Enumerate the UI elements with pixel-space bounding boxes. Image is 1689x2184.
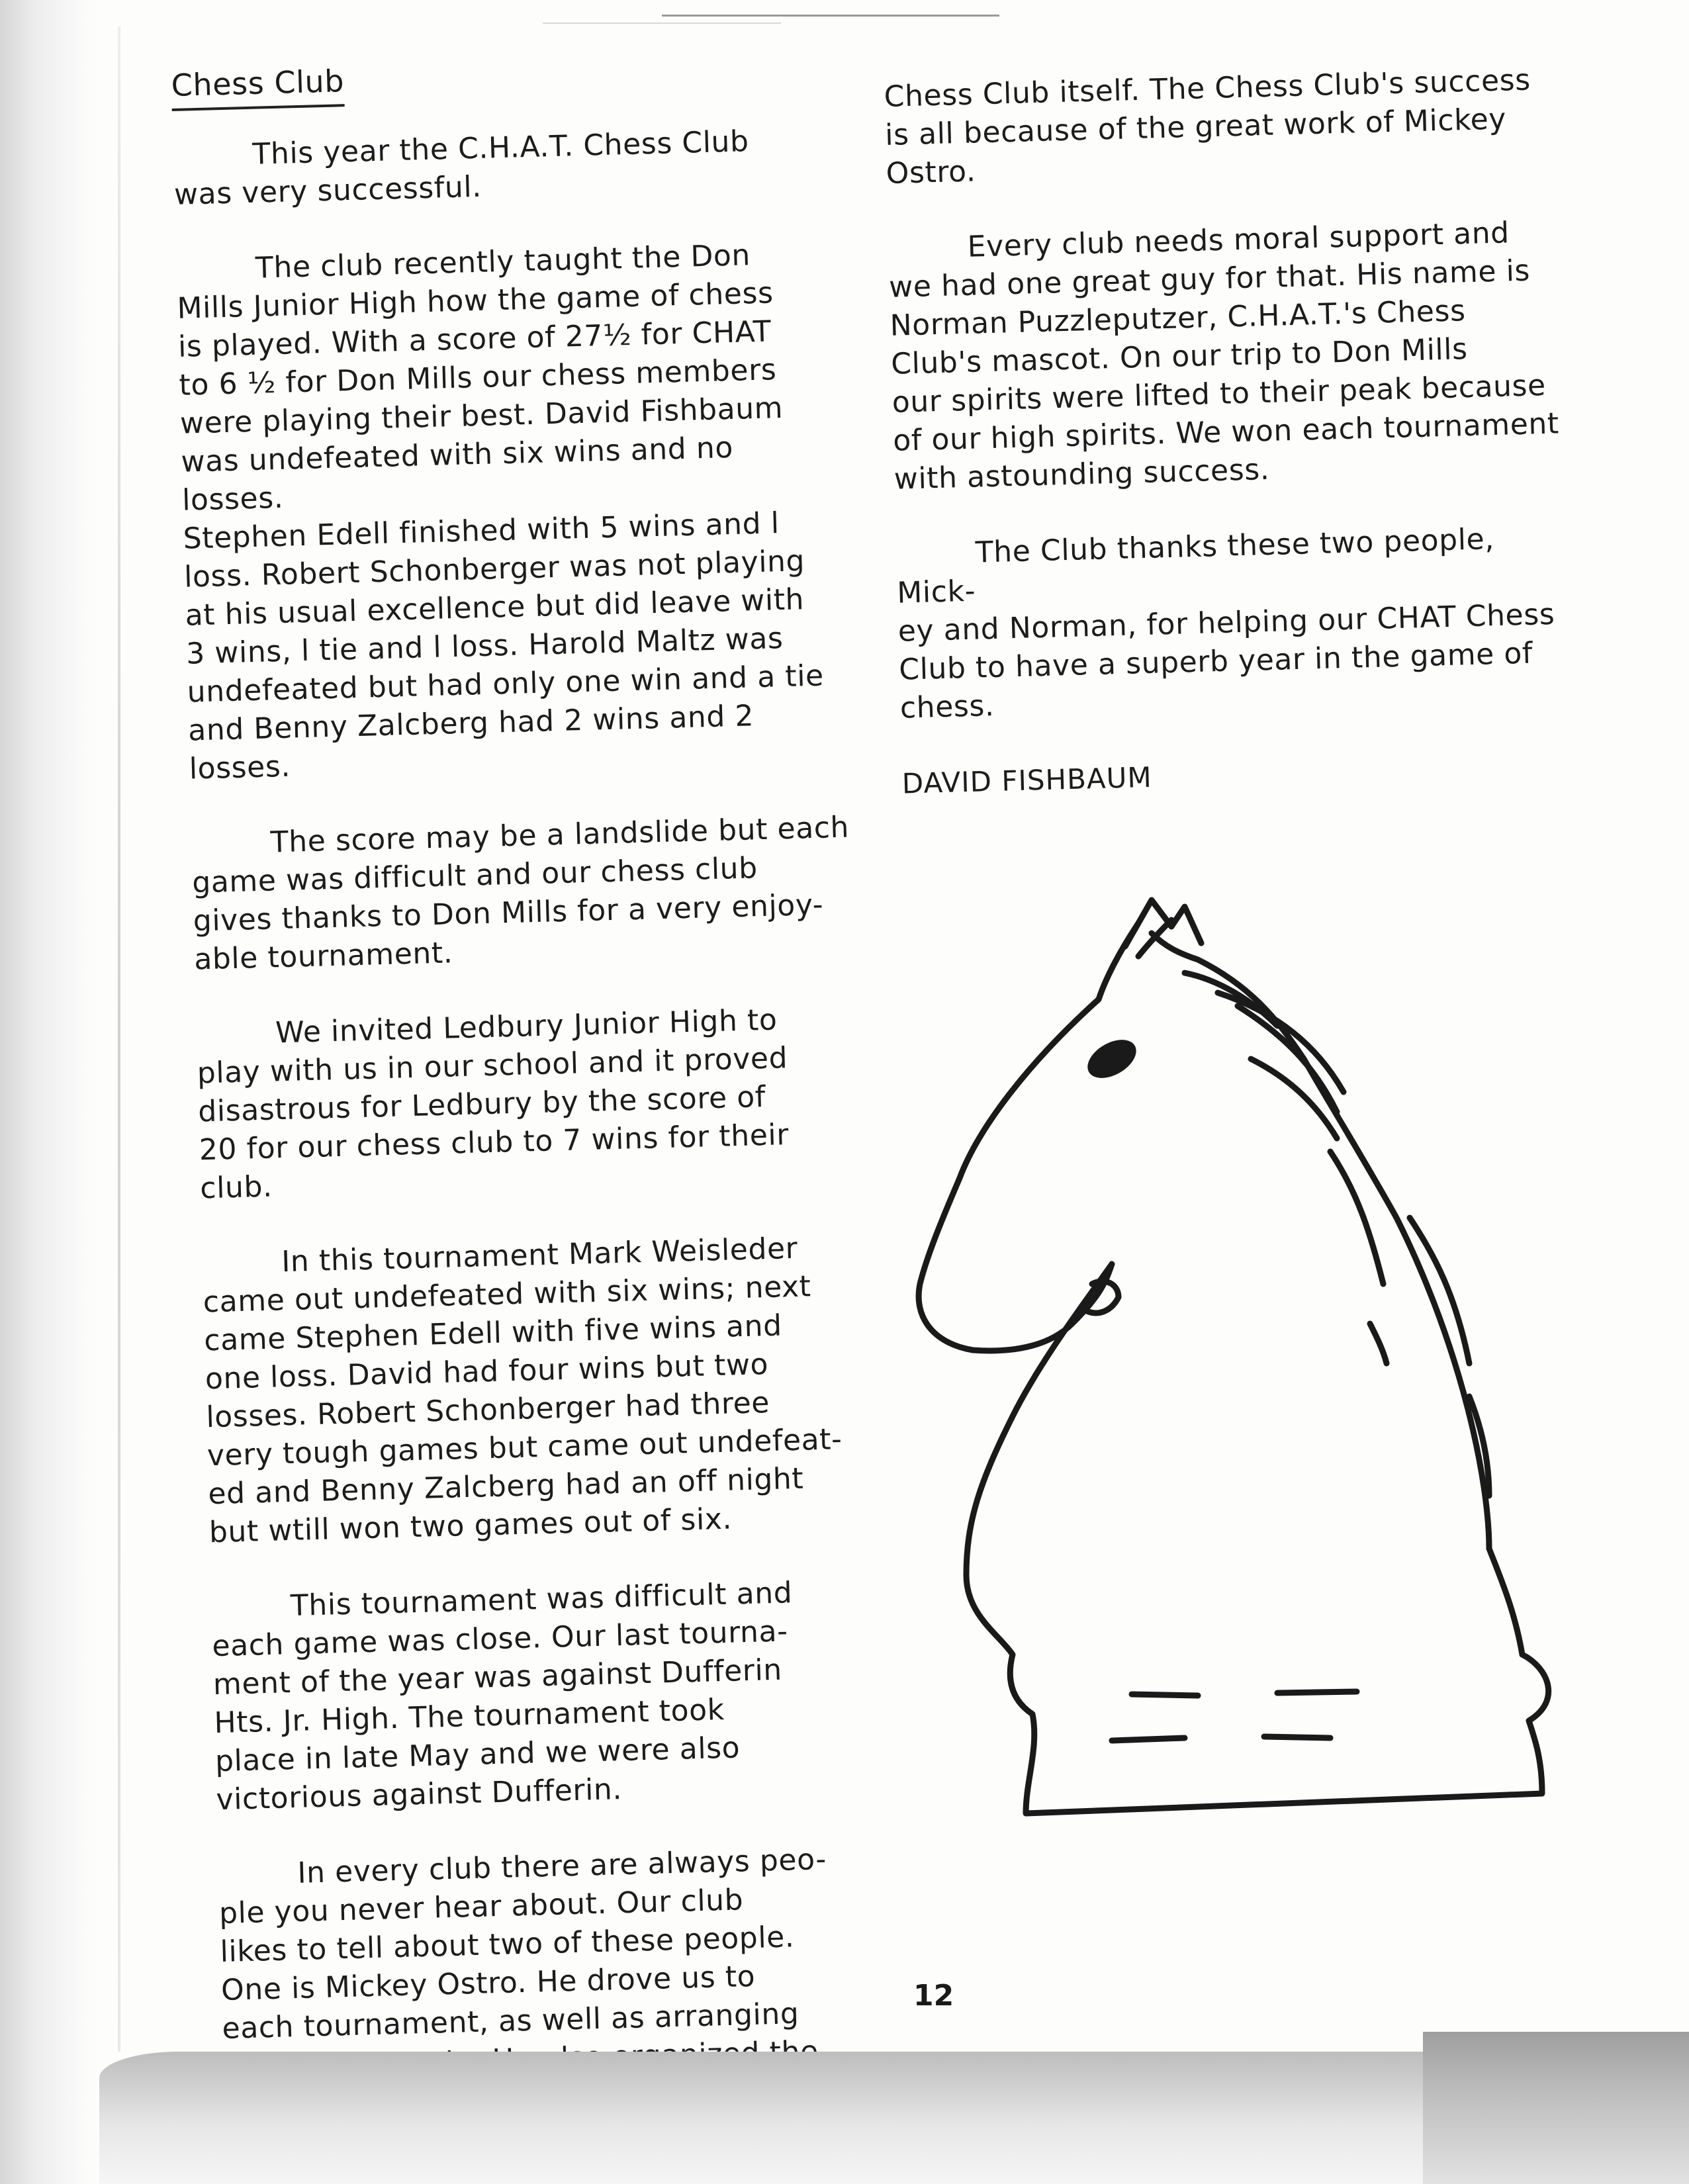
article-heading: Chess Club	[171, 62, 345, 111]
page-number: 12	[913, 1979, 954, 2013]
paragraph-6: This tournament was difficult and each game was close. Our last tourna- ment of the year was against Dufferin Hts. Jr. High. The tournament took place in late May and we were also victorious against Dufferin.	[211, 1576, 793, 1817]
paragraph-2: The club recently taught the Don Mills Junior High how the game of chess is played. With a score of 27½ for CHAT to 6 ½ for Don Mills our chess members were playing their best. David Fishbaum was undefeated with six wins and no losses. Stephen Edell finished with 5 wins and l loss. Robert Schonberger was not playing at his usual excellence but did leave with 3 wins, l tie and l loss. Harold Maltz was undefeated but had only one win and a tie and Benny Zalcberg had 2 wins and 2 losses.	[176, 238, 825, 786]
paragraph-5: In this tournament Mark Weisleder came out undefeated with six wins; next came Stephen Edell with five wins and one loss. David had four wins but two losses. Robert Schonberger had three very tough games but came out undefeat- ed and Benny Zalcberg had an off night but wtill won two games out of six.	[203, 1231, 843, 1550]
scan-top-rule-faint	[543, 23, 781, 24]
scan-bottom-edge-shadow	[1423, 2032, 1689, 2184]
left-column	[171, 49, 886, 2124]
paragraph-3: The score may be a landslide but each game was difficult and our chess club gives thanks to Don Mills for a very enjoy- able tournament.	[191, 810, 850, 977]
paragraph-4: We invited Ledbury Junior High to play with us in our school and it proved disastrous for Ledbury by the score of 20 for our chess club to 7 wins for their club.	[197, 1003, 790, 1206]
right-column	[884, 61, 1571, 803]
page-edge-line	[118, 26, 120, 2052]
paragraph-7: In every club there are always peo- ple you never hear about. Our club likes to tell about two of these people. One is Mickey Ostro. He drove us to each tournament, as well as arranging	[218, 1842, 827, 2046]
chess-knight-icon	[907, 887, 1588, 1846]
binding-shadow	[0, 0, 99, 2184]
scan-top-rule	[662, 15, 999, 17]
paragraph-1: This year the C.H.A.T. Chess Club was very successful.	[173, 124, 750, 212]
paragraph-9: Every club needs moral support and we had one great guy for that. His name is Norman Puzzleputzer, C.H.A.T.'s Chess Club's mascot. On our trip to Don Mills our spirits were lifted to their peak because of our high spirits. We won each tournament with astounding success.	[888, 216, 1560, 496]
paragraph-8: Chess Club itself. The Chess Club's success is all because of the great work of Mickey Ostro.	[884, 63, 1531, 191]
author-signature: DAVID FISHBAUM	[901, 760, 1153, 800]
paragraph-10: The Club thanks these two people, Mick- ey and Norman, for helping our CHAT Chess Club to have a superb year in the game of chess.	[896, 522, 1555, 725]
